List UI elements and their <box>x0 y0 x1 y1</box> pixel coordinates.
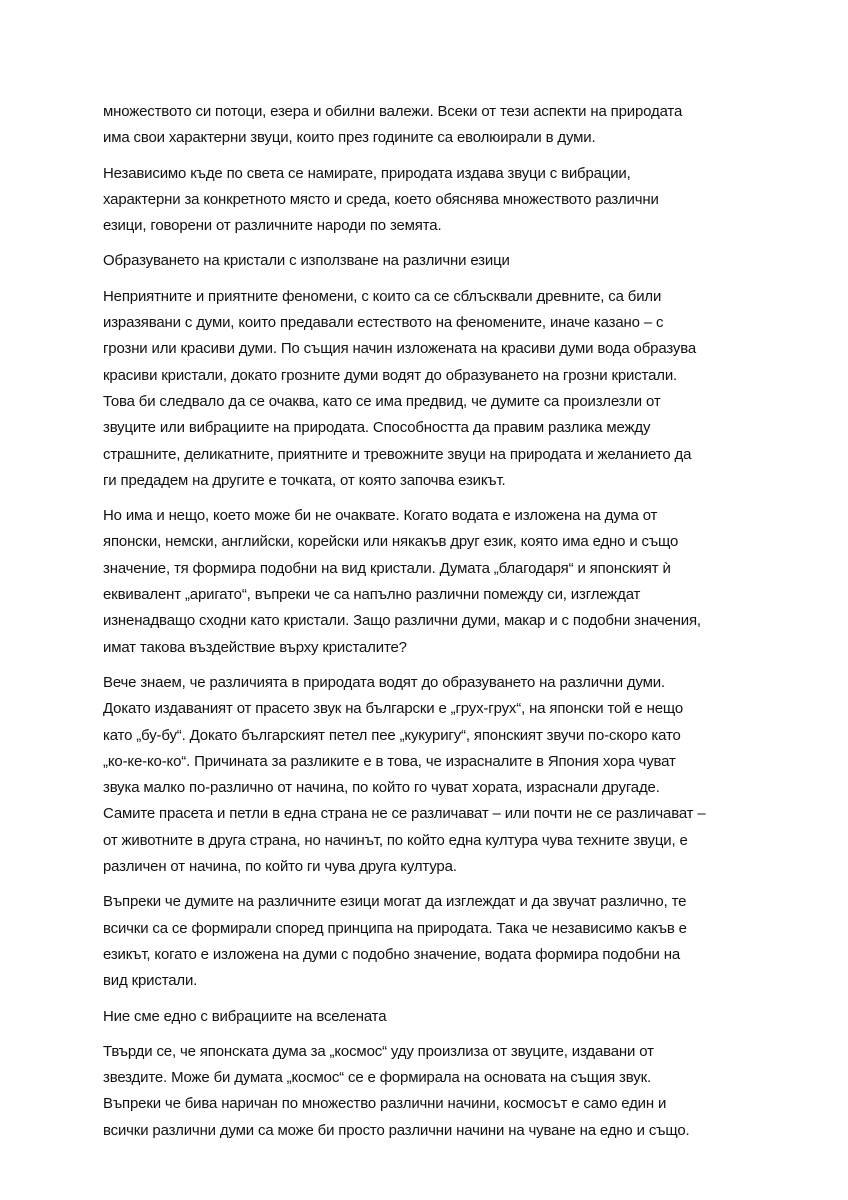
text-line: Въпреки че думите на различните езици могат да изглеждат и да звучат различно, те <box>103 893 687 911</box>
paragraph <box>103 99 763 152</box>
text-line: звука малко по-различно от начина, по който го чуват хората, израснали другаде. <box>103 779 660 797</box>
text-line: значение, тя формира подобни на вид кристали. Думата „благодаря“ и японският ѝ <box>103 559 671 577</box>
heading-text: Ние сме едно с вибрациите на вселената <box>103 1007 387 1025</box>
text-line: японски, немски, английски, корейски или някакъв друг език, която има едно и също <box>103 533 679 551</box>
text-line: като „бу-бу“. Докато българският петел пее „кукуригу“, японският звучи по-скоро като <box>103 726 681 744</box>
text-line: изненадващо сходни като кристали. Защо различни думи, макар и с подобни значения, <box>103 612 701 630</box>
text-line: изразявани с думи, които предавали естеството на феномените, иначе казано – с <box>103 314 664 332</box>
document-body <box>103 99 763 1153</box>
text-line: красиви кристали, докато грозните думи водят до образуването на грозни кристали. <box>103 366 678 384</box>
text-line: езикът, когато е изложена на думи с подобно значение, водата формира подобни на <box>103 945 681 963</box>
text-line: звездите. Може би думата „космос“ се е формирала на основата на същия звук. <box>103 1069 651 1087</box>
text-line: всички са се формирали според принципа на природата. Така че независимо какъв е <box>103 919 687 937</box>
text-line: вид кристали. <box>103 972 198 990</box>
text-line: Въпреки че бива наричан по множество различни начини, космосът е само един и <box>103 1095 667 1113</box>
paragraph <box>103 889 763 994</box>
text-line: множеството си потоци, езера и обилни валежи. Всеки от тези аспекти на природата <box>103 103 683 120</box>
text-line: страшните, деликатните, приятните и тревожните звуци на природата и желанието да <box>103 445 692 463</box>
text-line: Това би следвало да се очаква, като се има предвид, че думите са произлезли от <box>103 392 661 410</box>
text-line: Докато издаваният от прасето звук на български е „грух-грух“, на японски той е нещо <box>103 700 684 718</box>
text-line: Независимо къде по света се намирате, природата издава звуци с вибрации, <box>103 164 631 182</box>
section-heading <box>103 1004 763 1030</box>
text-line: има свои характерни звуци, които през годините са еволюирали в думи. <box>103 129 596 147</box>
paragraph <box>103 503 763 661</box>
text-line: грозни или красиви думи. По същия начин изложената на красиви думи вода образува <box>103 340 697 358</box>
text-line: ги предадем на другите е точката, от която започва езикът. <box>103 471 506 489</box>
text-line: всички различни думи са може би просто различни начини на чуване на едно и също. <box>103 1121 690 1139</box>
text-line: имат такова въздействие върху кристалите? <box>103 638 407 656</box>
text-line: Твърди се, че японската дума за „космос“ уду произлиза от звуците, издавани от <box>103 1042 654 1060</box>
paragraph <box>103 284 763 494</box>
text-line: характерни за конкретното място и среда, което обяснява множеството различни <box>103 190 659 208</box>
heading-text: Образуването на кристали с използване на различни езици <box>103 252 510 270</box>
text-line: Самите прасета и петли в една страна не се различават – или почти не се различават – <box>103 805 706 823</box>
text-line: от животните в друга страна, но начинът, по който една култура чува техните звуци, е <box>103 831 688 849</box>
text-line: Но има и нещо, което може би не очаквате. Когато водата е изложена на дума от <box>103 507 658 525</box>
text-line: Вече знаем, че различията в природата водят до образуването на различни думи. <box>103 673 666 691</box>
section-heading <box>103 248 763 274</box>
text-line: езици, говорени от различните народи по земята. <box>103 217 442 235</box>
text-line: „ко-ке-ко-ко“. Причината за разликите е в това, че израсналите в Япония хора чуват <box>103 752 676 770</box>
text-line: различен от начина, по който ги чува друга култура. <box>103 858 457 876</box>
paragraph <box>103 670 763 880</box>
text-line: Неприятните и приятните феномени, с които са се сблъсквали древните, са били <box>103 287 662 305</box>
text-line: еквивалент „аригато“, въпреки че са напълно различни помежду си, изглеждат <box>103 586 641 604</box>
paragraph <box>103 1039 763 1144</box>
text-line: звуците или вибрациите на природата. Способността да правим разлика между <box>103 419 651 437</box>
paragraph <box>103 161 763 240</box>
